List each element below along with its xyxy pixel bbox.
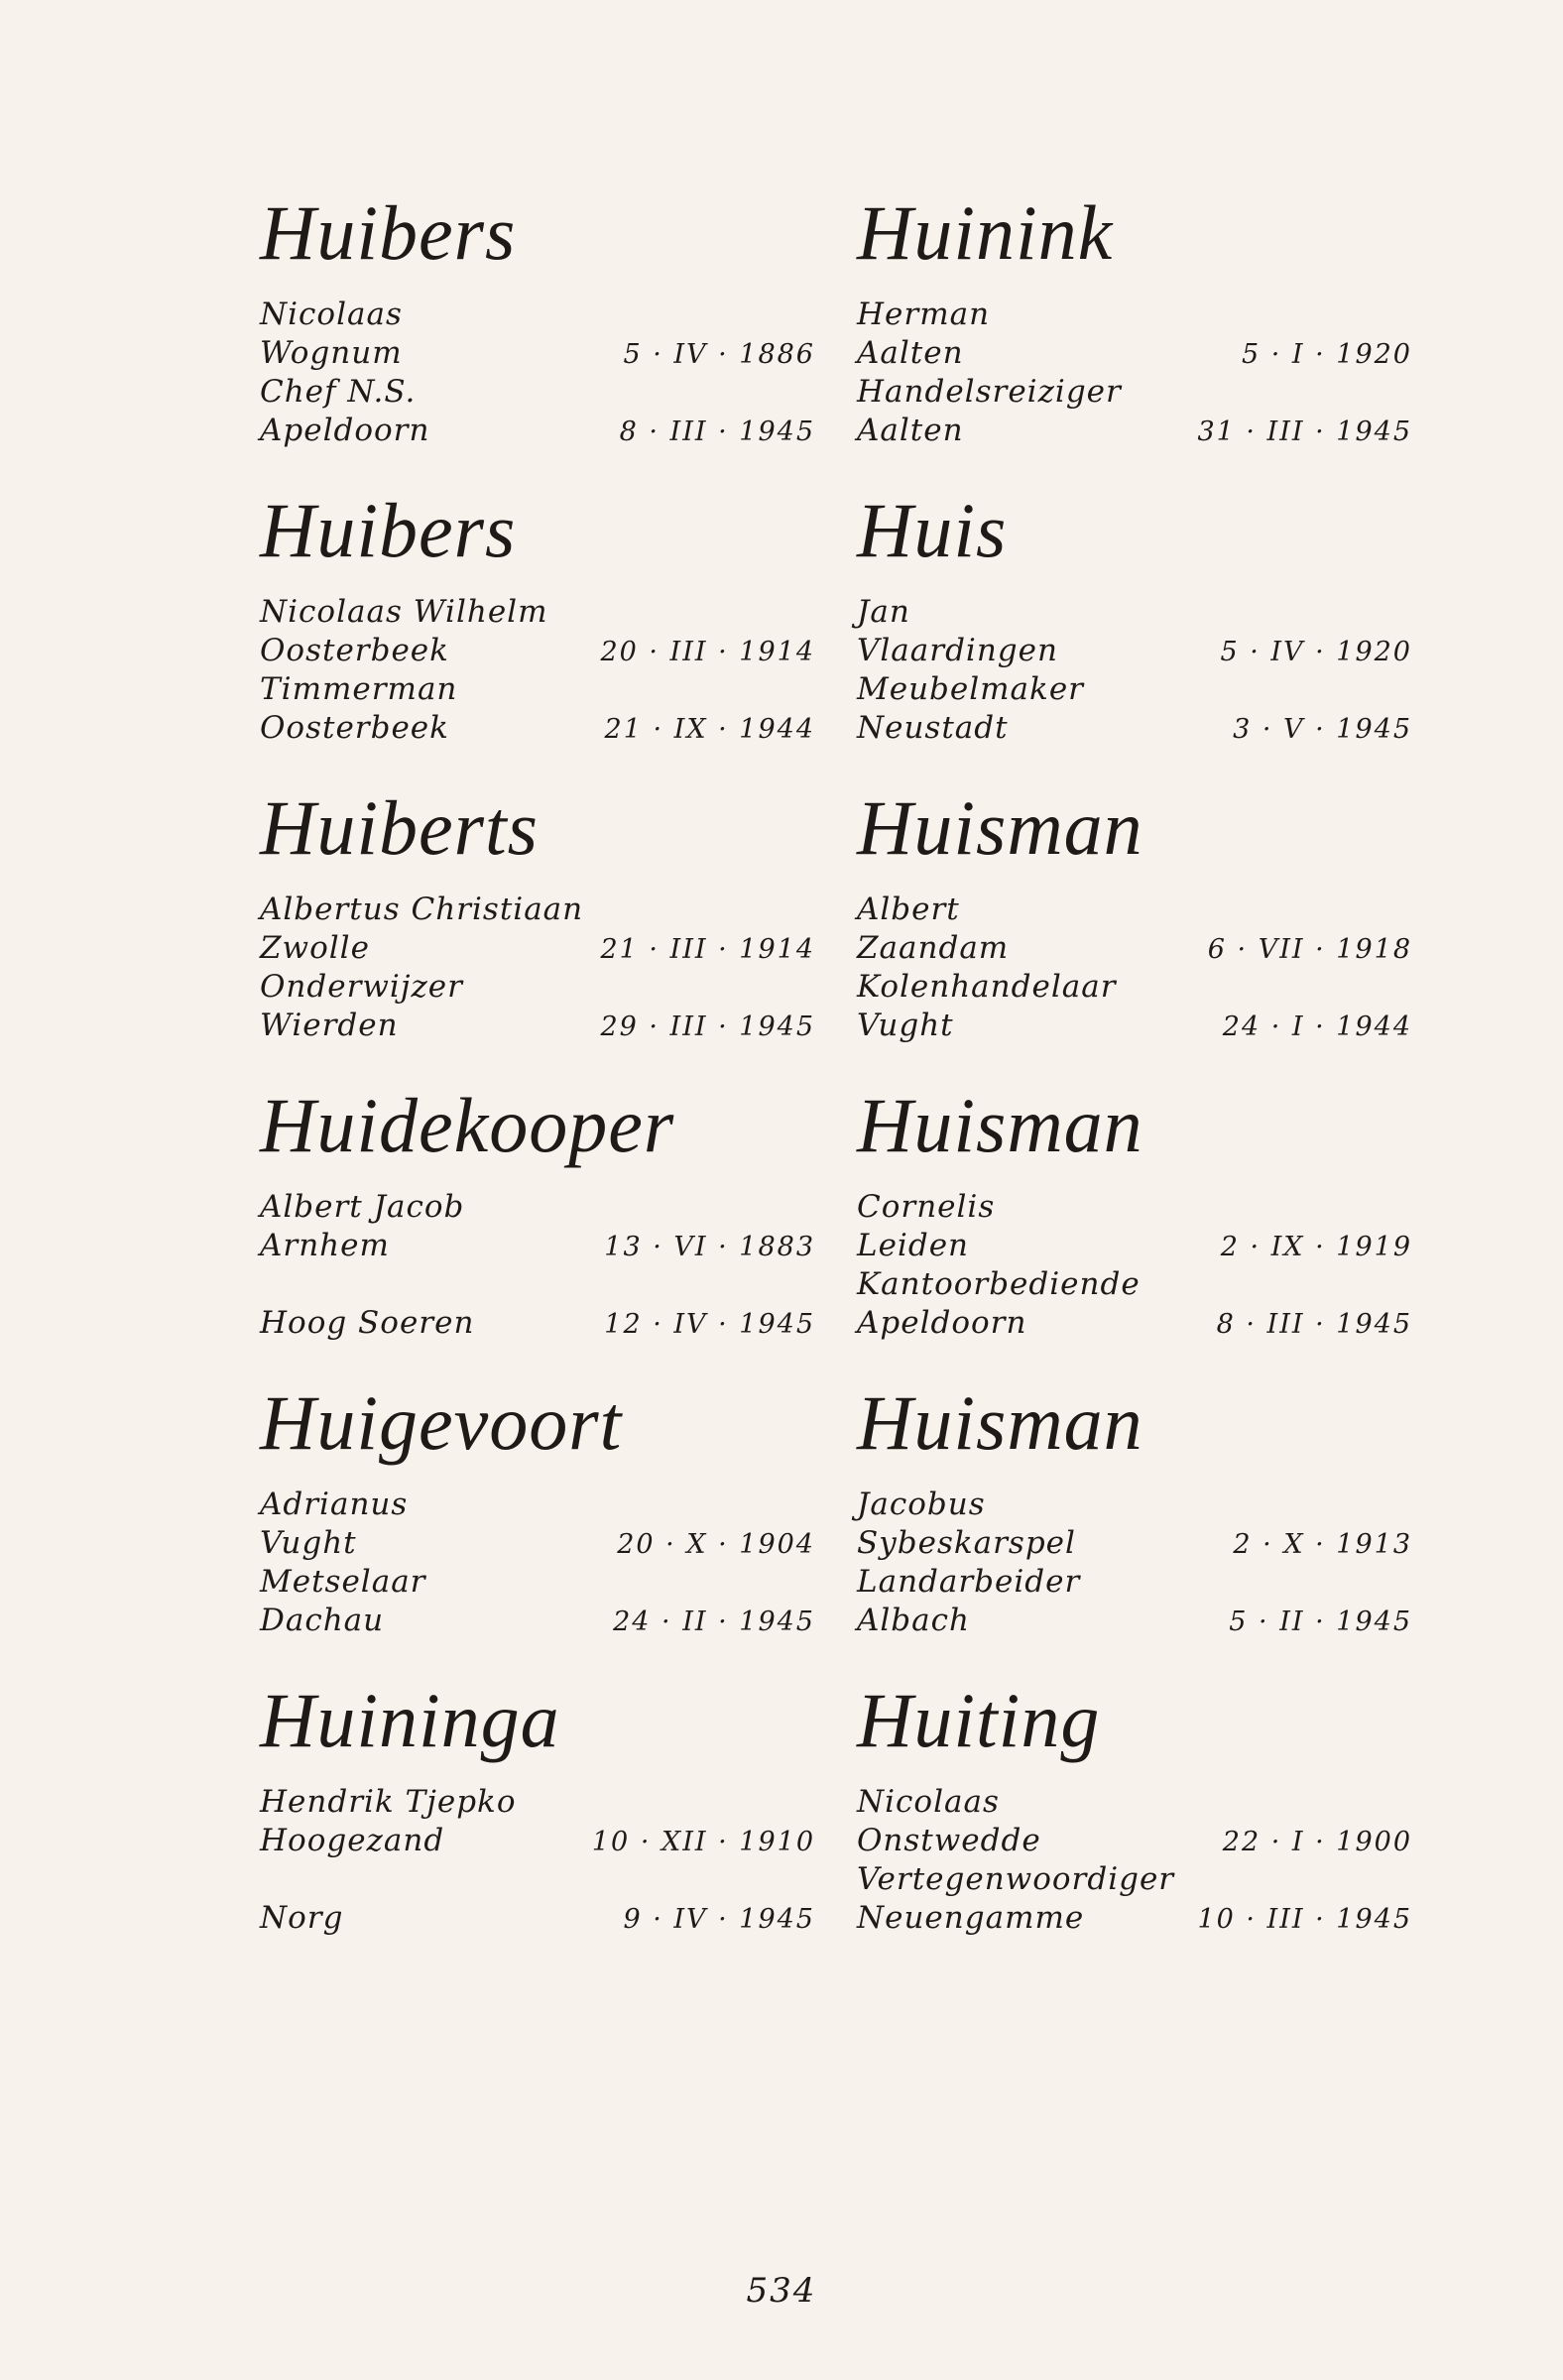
entry-row-occupation <box>857 968 1412 1007</box>
entry-row-birth <box>857 1227 1412 1265</box>
birth-place: Vlaardingen <box>857 633 1058 668</box>
surname-heading: Huibers <box>260 189 517 276</box>
entry-row-death <box>260 1304 815 1343</box>
entry-row-first-name <box>857 1486 1412 1524</box>
entry-row-death <box>260 1007 815 1045</box>
entry-row-birth <box>857 1524 1412 1563</box>
surname-heading: Huidekooper <box>260 1082 675 1168</box>
entry-row-first-name <box>857 1188 1412 1227</box>
death-place: Wierden <box>260 1008 399 1043</box>
death-place: Albach <box>857 1603 970 1638</box>
entry-row-birth <box>260 334 815 373</box>
death-date: 8 · III · 1945 <box>619 416 815 447</box>
occupation: Landarbeider <box>857 1564 1081 1600</box>
birth-date: 22 · I · 1900 <box>1222 1827 1412 1857</box>
birth-place: Oosterbeek <box>260 633 449 668</box>
entry-row-occupation <box>260 1860 815 1899</box>
entry-row-birth <box>260 632 815 670</box>
surname-heading: Huiting <box>857 1677 1101 1763</box>
entry-row-birth <box>857 1822 1412 1860</box>
first-name: Albert <box>857 892 960 927</box>
entry-row-first-name <box>260 1486 815 1524</box>
entry <box>857 476 1412 774</box>
birth-date: 21 · III · 1914 <box>600 934 815 965</box>
entry-row-first-name <box>857 891 1412 929</box>
entry-row-death <box>260 1899 815 1938</box>
entry-row-occupation <box>857 1860 1412 1899</box>
death-place: Norg <box>260 1900 344 1936</box>
entry-row-occupation <box>857 1265 1412 1304</box>
death-place: Vught <box>857 1008 954 1043</box>
entry-row-death <box>857 1304 1412 1343</box>
entry-row-first-name <box>260 891 815 929</box>
death-place: Neustadt <box>857 710 1009 746</box>
occupation: Vertegenwoordiger <box>857 1861 1175 1897</box>
death-place: Apeldoorn <box>857 1305 1027 1341</box>
occupation: Meubelmaker <box>857 671 1084 707</box>
entry-row-first-name <box>260 1783 815 1822</box>
surname-heading: Huis <box>857 487 1008 573</box>
birth-place: Zwolle <box>260 930 370 966</box>
entry-row-birth <box>260 1524 815 1563</box>
first-name: Jacobus <box>857 1487 986 1522</box>
birth-place: Sybeskarspel <box>857 1525 1076 1561</box>
entry-row-occupation <box>260 968 815 1007</box>
entry-row-occupation <box>857 1563 1412 1602</box>
entry-row-death <box>260 1602 815 1640</box>
occupation: Handelsreiziger <box>857 374 1122 410</box>
death-place: Aalten <box>857 413 964 448</box>
entry <box>260 178 815 476</box>
surname-heading: Huinink <box>857 189 1114 276</box>
birth-date: 2 · X · 1913 <box>1233 1529 1412 1560</box>
birth-date: 2 · IX · 1919 <box>1220 1232 1412 1262</box>
first-name: Hendrik Tjepko <box>260 1784 517 1820</box>
entry-row-first-name <box>260 1188 815 1227</box>
birth-date: 10 · XII · 1910 <box>591 1827 815 1857</box>
death-date: 10 · III · 1945 <box>1197 1904 1412 1935</box>
birth-date: 5 · I · 1920 <box>1241 339 1412 370</box>
entry-row-first-name <box>857 296 1412 334</box>
entry <box>260 1071 815 1368</box>
entry-row-birth <box>857 632 1412 670</box>
birth-place: Aalten <box>857 335 964 371</box>
death-date: 5 · II · 1945 <box>1229 1606 1412 1637</box>
first-name: Nicolaas <box>857 1784 1000 1820</box>
entry-row-occupation <box>260 1563 815 1602</box>
first-name: Herman <box>857 297 991 332</box>
death-place: Neuengamme <box>857 1900 1085 1936</box>
entry-row-death <box>857 1602 1412 1640</box>
entry <box>857 1666 1412 1964</box>
birth-place: Leiden <box>857 1228 970 1263</box>
entry-row-first-name <box>260 296 815 334</box>
entry-row-birth <box>260 1822 815 1860</box>
death-date: 31 · III · 1945 <box>1197 416 1412 447</box>
entry-row-first-name <box>857 593 1412 632</box>
entry <box>260 1666 815 1964</box>
first-name: Nicolaas Wilhelm <box>260 594 548 630</box>
death-place: Hoog Soeren <box>260 1305 475 1341</box>
entry-row-occupation <box>260 670 815 709</box>
occupation: Timmerman <box>260 671 458 707</box>
occupation: Onderwijzer <box>260 969 463 1005</box>
birth-place: Onstwedde <box>857 1823 1041 1858</box>
entry-row-occupation <box>857 373 1412 412</box>
death-date: 8 · III · 1945 <box>1216 1309 1412 1340</box>
entry <box>857 1368 1412 1666</box>
entry-row-first-name <box>857 1783 1412 1822</box>
birth-date: 20 · X · 1904 <box>617 1529 815 1560</box>
first-name: Albert Jacob <box>260 1189 465 1225</box>
first-name: Albertus Christiaan <box>260 892 584 927</box>
left-column <box>260 178 815 1964</box>
surname-heading: Huisman <box>857 1082 1143 1168</box>
surname-heading: Huisman <box>857 1379 1143 1466</box>
surname-heading: Huininga <box>260 1677 560 1763</box>
occupation: Metselaar <box>260 1564 426 1600</box>
first-name: Nicolaas <box>260 297 403 332</box>
entry-row-occupation <box>260 373 815 412</box>
entry-row-death <box>857 412 1412 450</box>
surname-heading: Huisman <box>857 784 1143 871</box>
birth-date: 6 · VII · 1918 <box>1207 934 1412 965</box>
occupation: Kantoorbediende <box>857 1266 1141 1302</box>
entry <box>260 476 815 774</box>
death-date: 3 · V · 1945 <box>1233 714 1412 745</box>
birth-place: Arnhem <box>260 1228 390 1263</box>
entry-row-birth <box>857 334 1412 373</box>
entry-row-death <box>857 1899 1412 1938</box>
entry-row-death <box>260 412 815 450</box>
first-name: Cornelis <box>857 1189 996 1225</box>
entry-row-occupation <box>857 670 1412 709</box>
entry-row-death <box>857 709 1412 748</box>
entry <box>260 1368 815 1666</box>
death-date: 24 · I · 1944 <box>1222 1012 1412 1042</box>
first-name: Adrianus <box>260 1487 409 1522</box>
entry <box>857 774 1412 1071</box>
entry-row-death <box>260 709 815 748</box>
birth-date: 20 · III · 1914 <box>600 637 815 667</box>
entry-row-birth <box>260 1227 815 1265</box>
entry-row-death <box>857 1007 1412 1045</box>
entry <box>857 1071 1412 1368</box>
death-date: 21 · IX · 1944 <box>604 714 815 745</box>
entry <box>260 774 815 1071</box>
birth-date: 5 · IV · 1920 <box>1220 637 1412 667</box>
birth-place: Wognum <box>260 335 403 371</box>
death-place: Dachau <box>260 1603 385 1638</box>
birth-place: Vught <box>260 1525 357 1561</box>
entry-row-birth <box>260 929 815 968</box>
right-column <box>857 178 1412 1964</box>
page-number: 534 <box>746 2271 817 2311</box>
birth-date: 5 · IV · 1886 <box>623 339 815 370</box>
surname-heading: Huibers <box>260 487 517 573</box>
death-date: 24 · II · 1945 <box>613 1606 815 1637</box>
birth-place: Hoogezand <box>260 1823 445 1858</box>
surname-heading: Huigevoort <box>260 1379 623 1466</box>
entry-row-birth <box>857 929 1412 968</box>
birth-place: Zaandam <box>857 930 1010 966</box>
occupation: Kolenhandelaar <box>857 969 1117 1005</box>
occupation: Chef N.S. <box>260 374 417 410</box>
surname-heading: Huiberts <box>260 784 539 871</box>
entry <box>857 178 1412 476</box>
death-date: 29 · III · 1945 <box>600 1012 815 1042</box>
death-place: Oosterbeek <box>260 710 449 746</box>
death-place: Apeldoorn <box>260 413 430 448</box>
birth-date: 13 · VI · 1883 <box>604 1232 815 1262</box>
entry-row-occupation <box>260 1265 815 1304</box>
first-name: Jan <box>857 594 910 630</box>
death-date: 9 · IV · 1945 <box>623 1904 815 1935</box>
entry-row-first-name <box>260 593 815 632</box>
death-date: 12 · IV · 1945 <box>604 1309 815 1340</box>
